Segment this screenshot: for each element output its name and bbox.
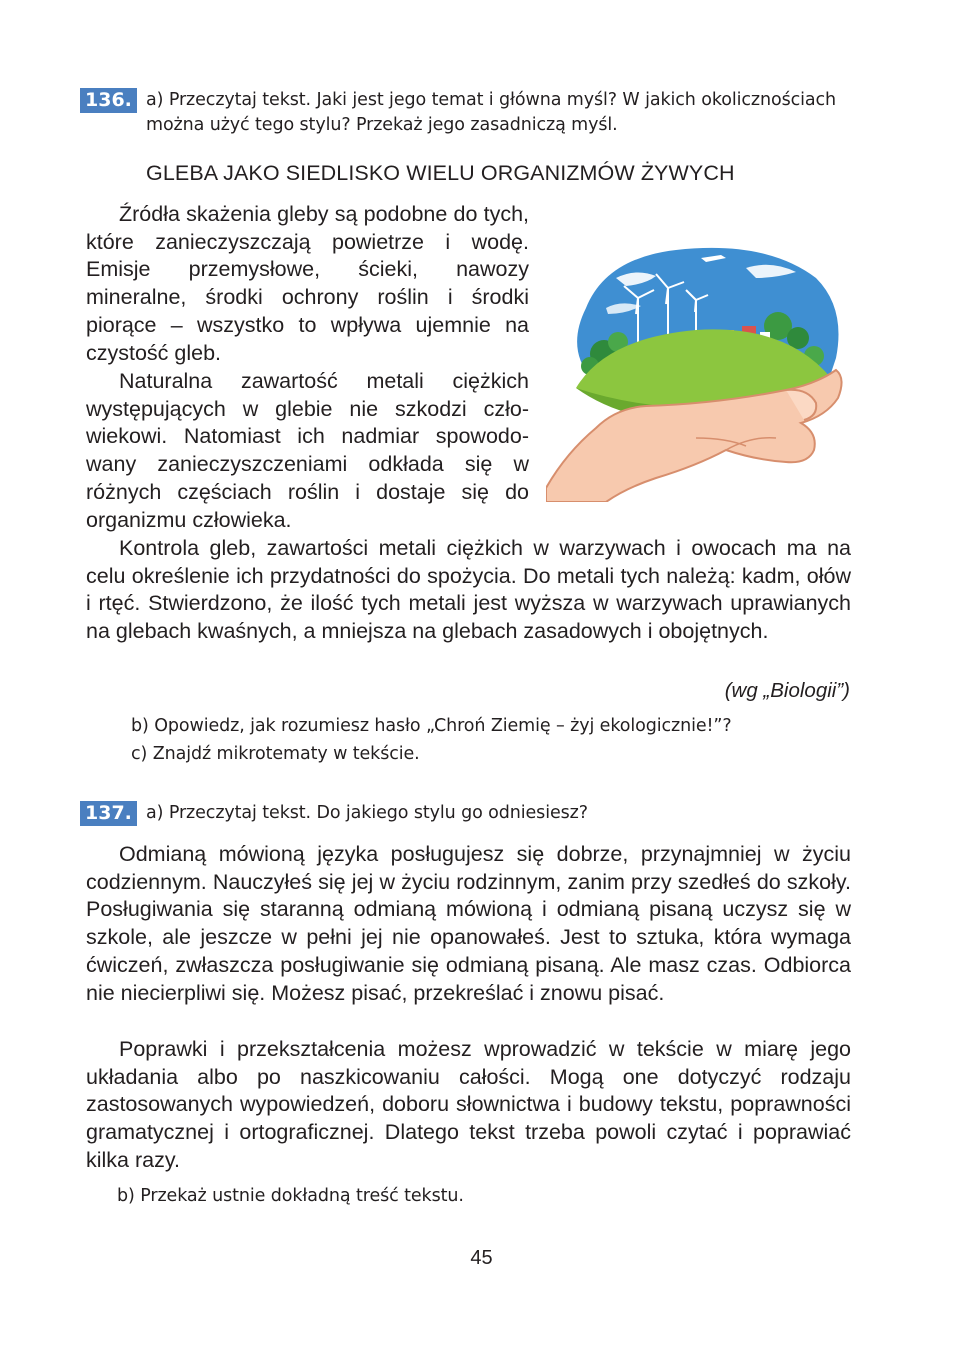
exercise-136-paragraph-1: Źródła skażenia gleby są podobne do tych, które zanieczyszczają powietrze i wodę. Emisje przemysłowe, ścieki, nawozy mineralne, środki ochrony roślin i środki piorące – wszystko to wpływa ujemnie na czystość gleb. xyxy=(86,202,529,365)
hand-holding-earth-illustration xyxy=(546,238,852,502)
exercise-136-task-c: c) Znajdź mikrotematy w tekście. xyxy=(131,744,420,764)
exercise-136-task-b: b) Opowiedz, jak rozumiesz hasło „Chroń Ziemię – żyj ekologicznie!”? xyxy=(131,716,732,736)
page-number: 45 xyxy=(470,1247,493,1269)
exercise-136-task-a: a) Przeczytaj tekst. Jaki jest jego temat i główna myśl? W jakich okolicznościach można użyć tego stylu? Przekaż jego zasadniczą myśl. xyxy=(146,90,837,135)
exercise-137-paragraph-2: Poprawki i przekształcenia możesz wprowadzić w tekście w miarę jego układania albo po naszkicowaniu całości. Mogą one dotyczyć rodzaju zastosowanych wypowiedzeń, doboru słownictwa i budowy tekstu, poprawności gramatycznej i ortograficznej. Dlatego tekst trzeba powoli czytać i poprawiać kilka razy. xyxy=(86,1037,851,1172)
source-citation: (wg „Biologii”) xyxy=(724,679,850,702)
exercise-136-paragraph-3: Kontrola gleb, zawartości metali ciężkich w warzywach i owocach ma na celu określenie ich przydatności do spożycia. Do metali tych należą: kadm, ołów i rtęć. Stwierdzono, że ilość tych metali jest wyższa w warzywach uprawianych na glebach kwaśnych, a mniejsza na glebach zasadowych i obojętnych. xyxy=(86,536,851,644)
exercise-number-137: 137. xyxy=(80,801,137,826)
exercise-136-paragraph-2: Naturalna zawartość metali ciężkich występujących w glebie nie szkodzi człowiekowi. Natomiast ich nadmiar spowodowany zanieczyszczeniami odkłada się w różnych częściach roślin i dostaje się do organizmu człowieka. xyxy=(86,369,529,532)
exercise-137-paragraph-1: Odmianą mówioną języka posługujesz się dobrze, przynajmniej w życiu codziennym. Nauczyłeś się jej w życiu rodzinnym, zanim przy szedłeś do szkoły. Posługiwania się staranną odmianą mówioną i odmianą pisaną uczysz się w szkole, ale jeszcze w pełni jej nie opanowałeś. Jest to sztuka, która wymaga ćwiczeń, zwłaszcza posługiwanie się odmianą pisaną. Ale masz czas. Odbiorca nie niecierpliwi się. Możesz pisać, przekreślać i znowu pisać. xyxy=(86,842,851,1005)
exercise-137-task-b: b) Przekaż ustnie dokładną treść tekstu. xyxy=(117,1186,464,1206)
exercise-137-task-a: a) Przeczytaj tekst. Do jakiego stylu go odniesiesz? xyxy=(146,803,588,823)
text-title: GLEBA JAKO SIEDLISKO WIELU ORGANIZMÓW ŻYWYCH xyxy=(146,161,735,185)
exercise-number-136: 136. xyxy=(80,88,137,113)
